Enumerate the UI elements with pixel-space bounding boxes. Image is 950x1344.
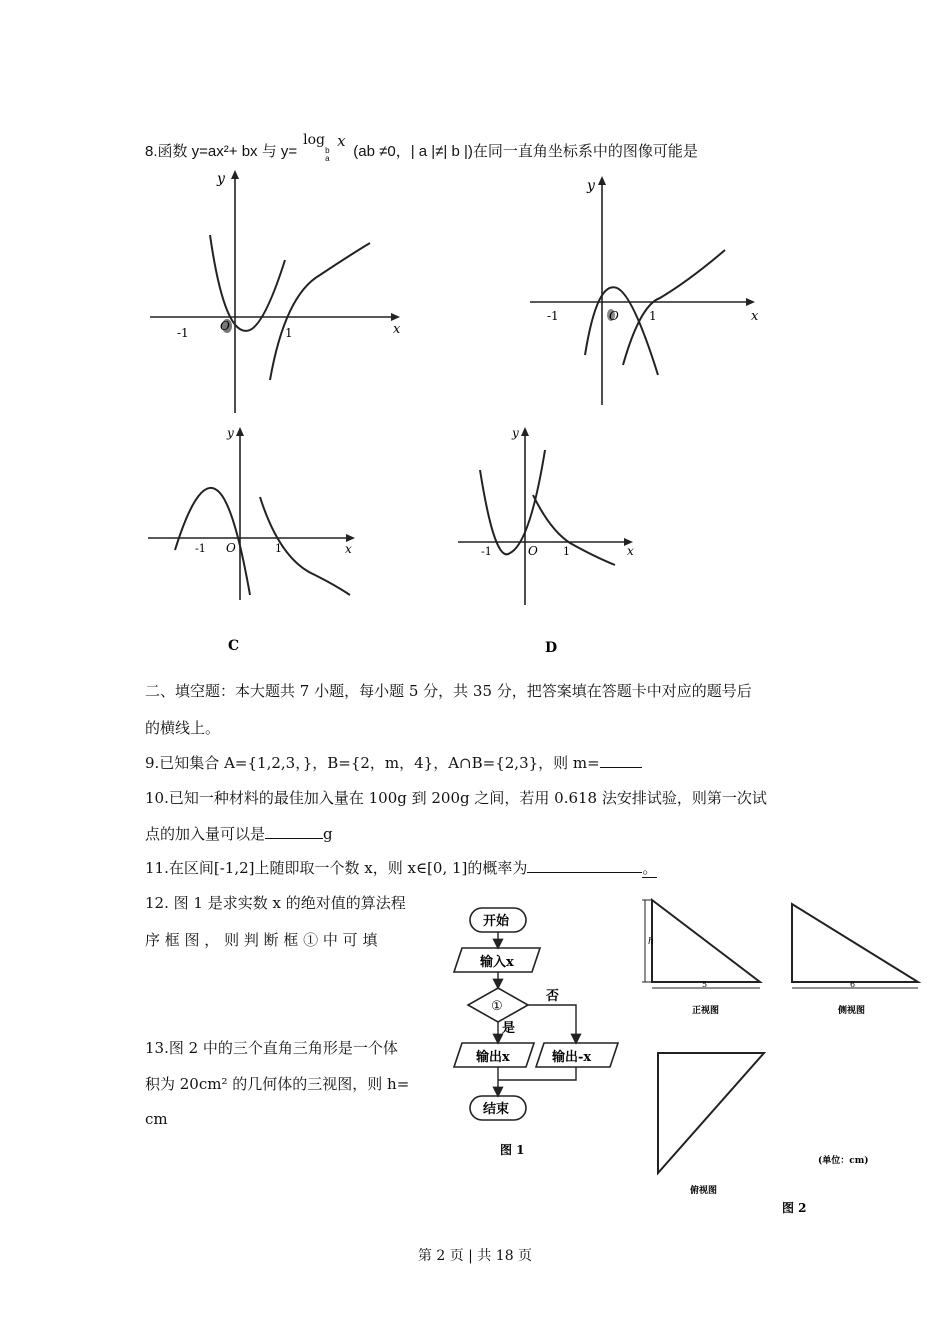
flow-caption: 图 1 [500,1143,525,1157]
q10-answer-blank [265,824,323,839]
graph-d-y-label: y [512,426,519,440]
graph-c-y-label: y [227,426,234,440]
q10-unit: g [323,825,333,843]
side-view-label: 侧视图 [838,1006,866,1016]
graph-c-o-label: O [226,541,236,555]
graph-a-one-label: 1 [285,326,293,340]
unit-note: (单位：cm) [818,1156,869,1166]
flow-decision-label: ① [491,999,503,1014]
graph-c-neg1-label: -1 [195,542,206,555]
graph-a-y-label: y [217,171,225,187]
question-11 [145,857,657,878]
graph-c-option-label: C [228,638,240,654]
log-expression [297,132,349,163]
question-10-line1: 10.已知一种材料的最佳加入量在 100g 到 200g 之间，若用 0.618 法安排试验，则第一次试 [145,789,767,807]
graph-d-option-label: D [545,640,558,656]
graph-b-x-label: x [751,309,759,324]
log-base-num: b [325,146,330,155]
graph-c-x-label: x [345,542,352,556]
graph-d [455,425,655,660]
front-view-dim-5: 5 [702,980,708,989]
question-13-line3: cm [145,1110,168,1128]
log-text: log [303,132,326,148]
q9-answer-blank [600,753,642,768]
q8-suffix: (ab ≠0，| a |≠| b |)在同一直角坐标系中的图像可能是 [349,143,698,160]
graph-d-one-label: 1 [563,545,570,558]
graph-b-one-label: 1 [649,309,657,323]
question-8 [145,132,698,163]
front-view-h-label: h [648,937,654,947]
graph-b-o-label: O [609,309,619,323]
q10-line2-text: 点的加入量可以是 [145,825,266,843]
side-view-dim-6: 6 [850,980,856,989]
question-13-line1: 13.图 2 中的三个直角三角形是一个体 [145,1039,398,1057]
question-12-line1: 12. 图 1 是求实数 x 的绝对值的算法程 [145,894,406,912]
side-view-triangle [792,904,918,982]
question-9 [145,752,642,773]
q11-text: 11.在区间[-1,2]上随即取一个数 x，则 x∈[0, 1]的概率为 [145,859,528,877]
graph-d-neg1-label: -1 [481,545,492,558]
q11-end: 。 [642,859,658,877]
log-base-den: a [325,154,330,163]
section-2-heading-line2: 的横线上。 [145,719,221,737]
flow-yes-label: 是 [502,1021,516,1036]
flow-no-label: 否 [546,989,560,1004]
graph-a-o-label: O [220,319,230,333]
graph-d-o-label: O [528,544,538,558]
section-2-heading-line1: 二、填空题：本大题共 7 小题，每小题 5 分，共 35 分，把答案填在答题卡中对应的题号后 [145,682,752,700]
graph-d-x-label: x [627,544,634,558]
log-arg: x [337,132,346,150]
graph-a-neg1-label: -1 [177,326,189,340]
page-footer: 第 2 页 | 共 18 页 [417,1248,533,1264]
flow-input-label: 输入x [480,955,514,970]
question-13-line2: 积为 20cm² 的几何体的三视图，则 h= [145,1075,410,1093]
three-views-figure-2 [640,890,920,1220]
graph-c-one-label: 1 [275,542,282,555]
question-12-line2: 序 框 图 ， 则 判 断 框 ① 中 可 填 [145,931,378,949]
flow-start-label: 开始 [483,914,510,929]
front-view-label: 正视图 [692,1006,720,1016]
graph-b-y-label: y [587,178,595,194]
flow-output-x-label: 输出x [476,1050,510,1065]
graph-a-x-label: x [393,322,401,337]
top-view-triangle [658,1053,764,1173]
top-view-label: 俯视图 [690,1186,718,1196]
flow-end-label: 结束 [483,1102,510,1117]
flow-output-neg-x-label: 输出-x [552,1050,592,1065]
figure-2-caption: 图 2 [782,1201,807,1215]
q11-answer-blank [527,858,642,873]
q9-text: 9.已知集合 A={1,2,3，}，B={2，m，4}，A∩B={2,3}，则 m= [145,754,600,772]
graph-b-neg1-label: -1 [547,309,559,323]
q8-prefix: 8.函数 y=ax²+ bx 与 y= [145,143,298,160]
graph-b [525,170,775,420]
graph-c [145,425,375,660]
front-view-triangle [652,900,760,982]
question-10-line2 [145,823,333,844]
graph-a [145,165,415,420]
flowchart-figure-1 [450,900,630,1165]
